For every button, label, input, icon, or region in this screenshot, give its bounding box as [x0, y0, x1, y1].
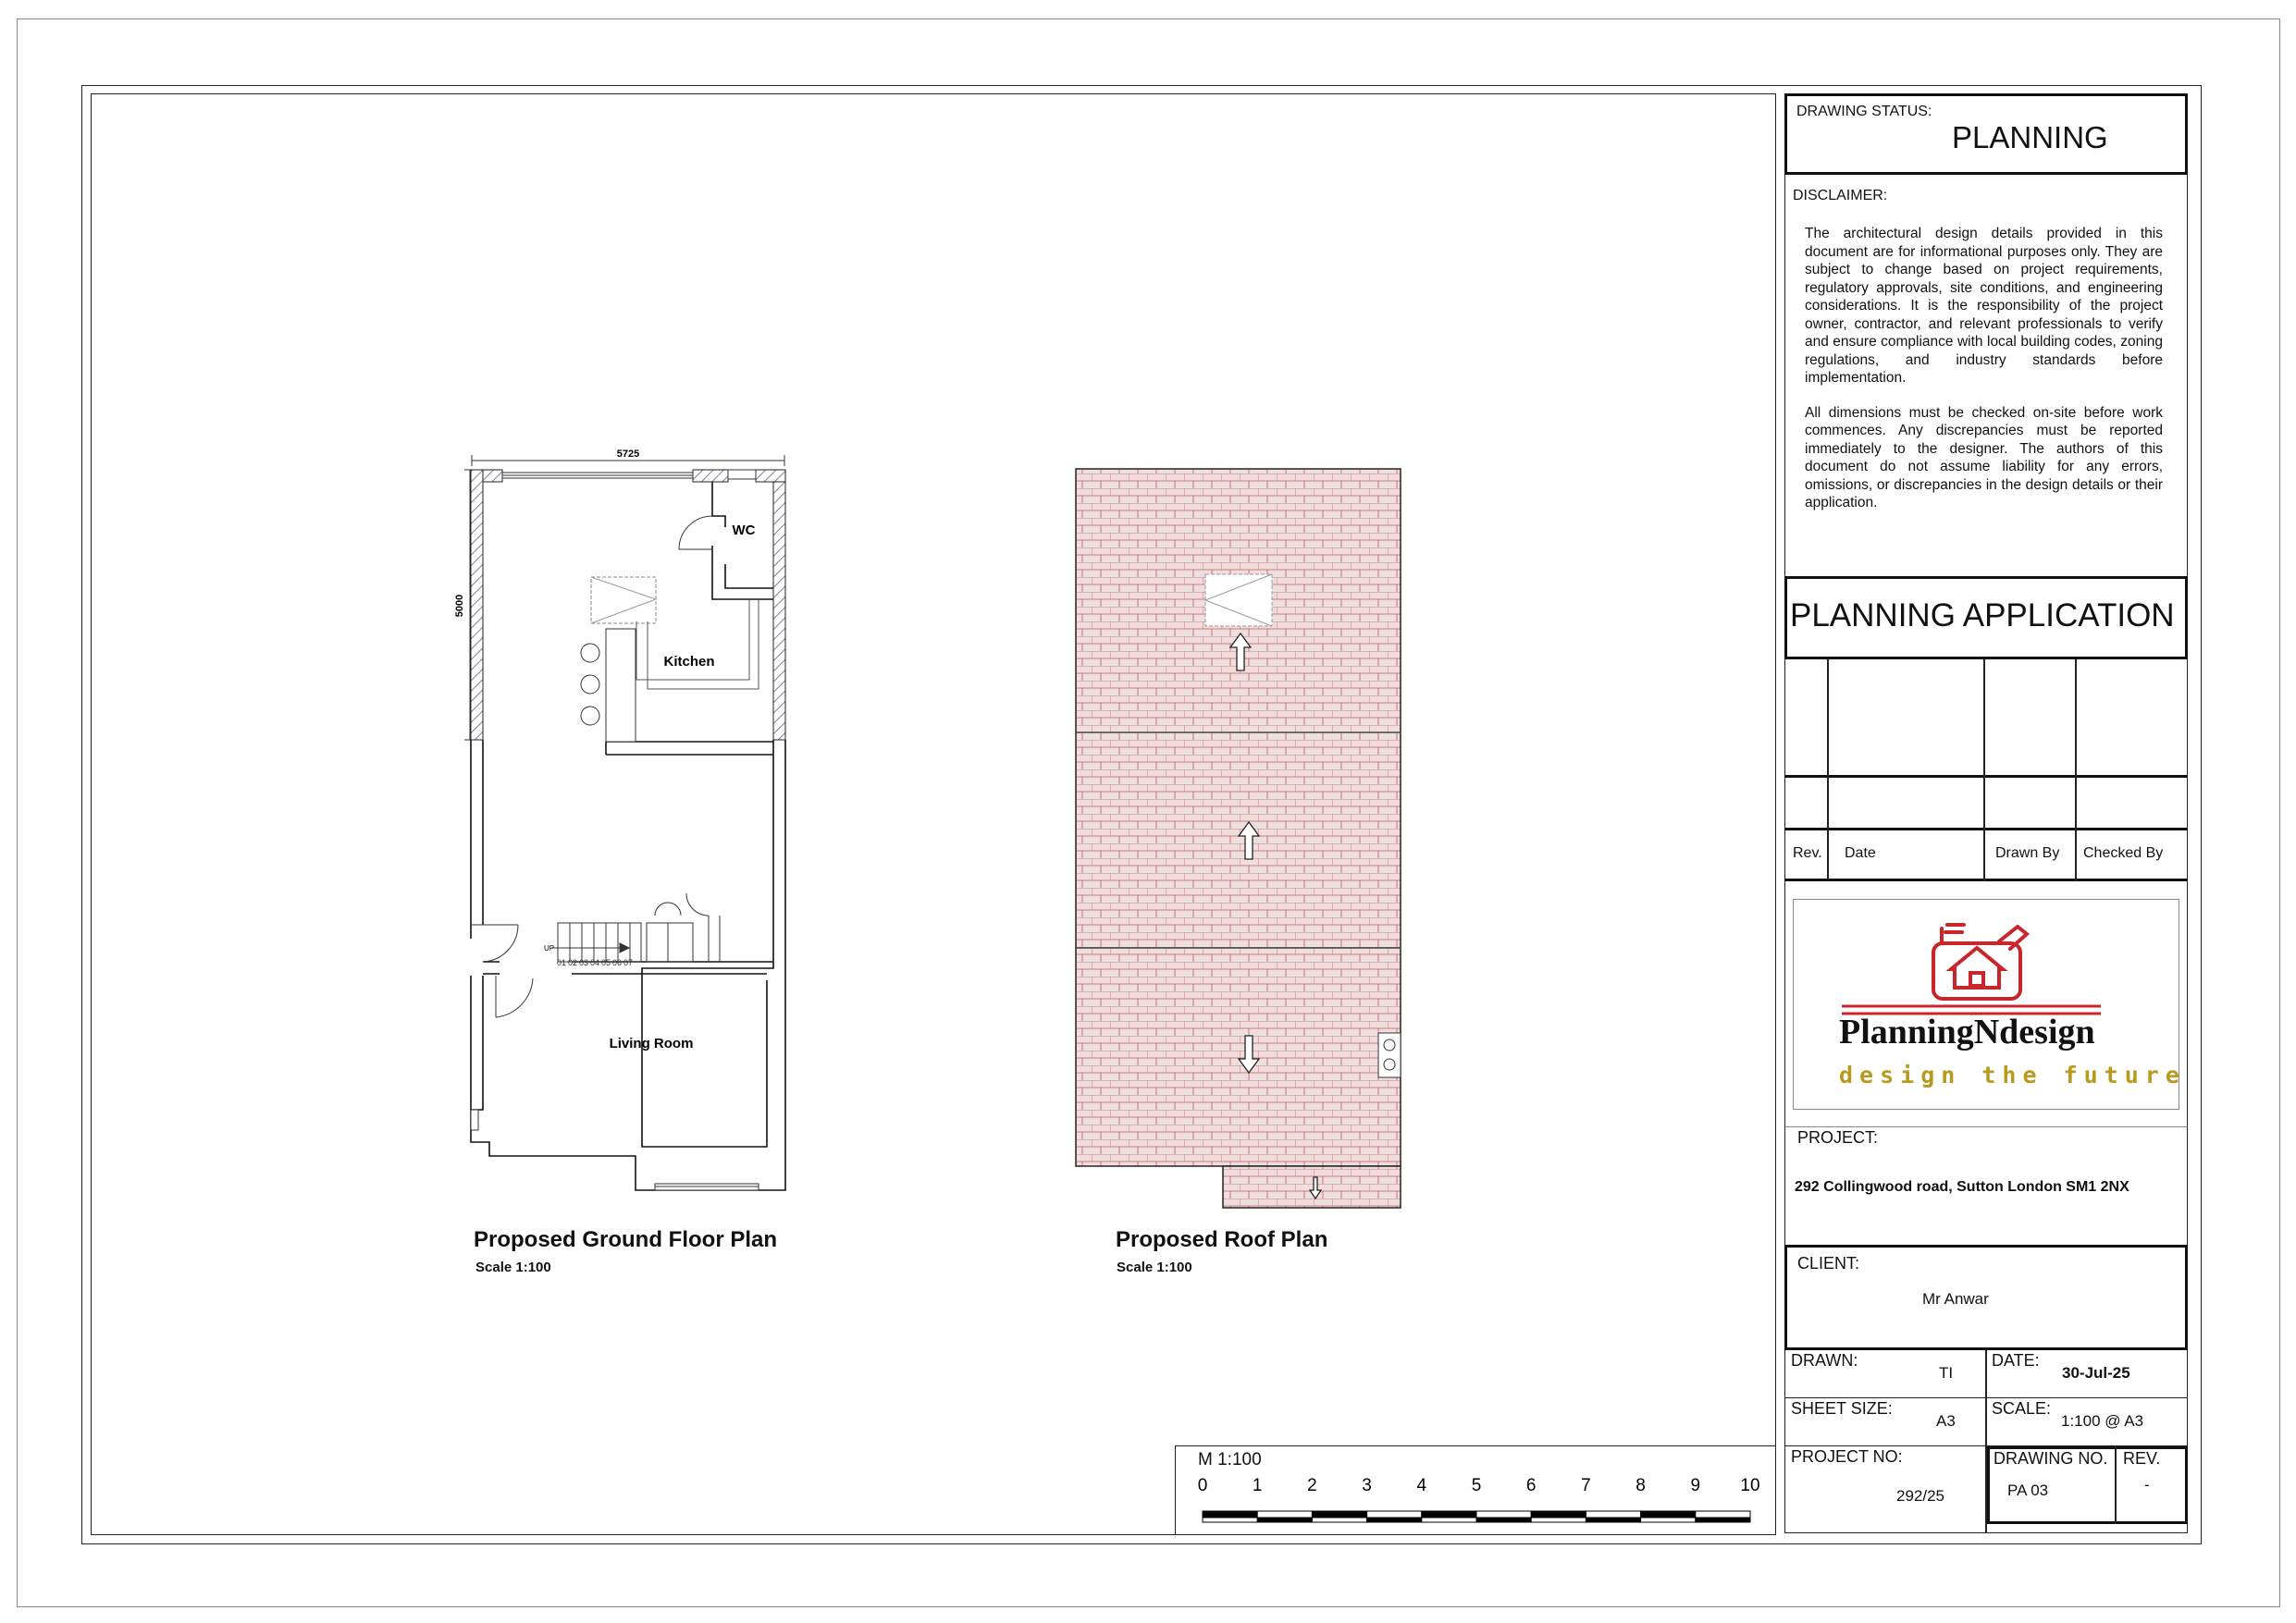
ground-floor-title: Proposed Ground Floor Plan: [474, 1227, 778, 1252]
svg-text:05: 05: [601, 958, 611, 967]
dim-depth-label: 5000: [454, 594, 465, 618]
project-label: PROJECT:: [1797, 1128, 1879, 1147]
rev-header-rev: Rev.: [1793, 845, 1822, 861]
scale-tick-label: 4: [1416, 1476, 1427, 1495]
disclaimer-text: [1805, 225, 2163, 529]
scale-segment: [1257, 1518, 1312, 1522]
scale-segment: [1203, 1518, 1257, 1522]
scale-bar-label: M 1:100: [1198, 1450, 1262, 1469]
roof-plan-scale: Scale 1:100: [1117, 1260, 1192, 1275]
wc-walls: [712, 482, 773, 599]
rev-header-drawn-by: Drawn By: [1995, 845, 2060, 861]
scale-segment: [1586, 1518, 1640, 1522]
scale-tick-label: 8: [1636, 1476, 1646, 1495]
disclaimer-label: DISCLAIMER:: [1793, 188, 1888, 203]
drawing-status-value: PLANNING: [1952, 120, 2108, 154]
sheet-size-label: SHEET SIZE:: [1791, 1399, 1893, 1418]
scale-segment: [1257, 1511, 1312, 1518]
scale-tick-label: 7: [1581, 1476, 1591, 1495]
drawing-area-border: [91, 93, 1776, 1535]
scale-label: SCALE:: [1992, 1399, 2052, 1418]
scale-segment: [1641, 1511, 1696, 1518]
disclaimer-paragraph-1: The architectural design details provided in this document are for informational purposes only. They are subject to change based on project requirements, regulatory approvals, site conditions, and engineering considerations. It is the responsibility of the project owner, contractor, and relevant professionals to verify and ensure compliance with local building codes, zoning regulations, and industry standards before implementation.: [1805, 226, 2163, 386]
rev-value: -: [2144, 1476, 2150, 1494]
date-label: DATE:: [1992, 1351, 2040, 1370]
scale-segment: [1367, 1518, 1422, 1522]
scale-tick-label: 9: [1690, 1476, 1701, 1495]
drawn-label: DRAWN:: [1791, 1351, 1858, 1370]
room-wc: WC: [732, 523, 756, 538]
drawing-no-value: PA 03: [2007, 1482, 2049, 1499]
svg-text:01: 01: [557, 958, 567, 967]
scale-value: 1:100 @ A3: [2061, 1412, 2144, 1430]
rev-label: REV.: [2123, 1449, 2161, 1468]
scale-tick-label: 0: [1197, 1476, 1208, 1495]
stair-up-label: UP: [544, 944, 555, 953]
application-title: PLANNING APPLICATION: [1790, 597, 2175, 633]
scale-segment: [1696, 1518, 1750, 1522]
client-label: CLIENT:: [1797, 1254, 1860, 1273]
scale-tick-label: 1: [1252, 1476, 1263, 1495]
sheet-size-value: A3: [1936, 1412, 1956, 1430]
logo-name: PlanningNdesign: [1839, 1013, 2095, 1051]
scale-segment: [1641, 1518, 1696, 1522]
scale-segment: [1422, 1518, 1476, 1522]
scale-segment: [1367, 1511, 1422, 1518]
svg-text:06: 06: [612, 958, 623, 967]
scale-segment: [1531, 1518, 1586, 1522]
scale-tick-label: 5: [1471, 1476, 1482, 1495]
logo-house-icon: [1836, 916, 2132, 1017]
scale-tick-label: 2: [1307, 1476, 1317, 1495]
project-no-label: PROJECT NO:: [1791, 1447, 1903, 1466]
stairs: [551, 923, 641, 962]
logo-tagline: design the future: [1839, 1062, 2186, 1088]
svg-text:03: 03: [579, 958, 589, 967]
disclaimer-paragraph-2: All dimensions must be checked on-site before work commences. Any discrepancies must be reported immediately to the designer. The authors of this document do not assume liability for any errors, omissions, or discrepancies in the design details or their application.: [1805, 404, 2163, 510]
scale-segment: [1312, 1511, 1366, 1518]
roof-plan: [1073, 466, 1406, 1211]
project-address: 292 Collingwood road, Sutton London SM1 2NX: [1795, 1179, 2129, 1195]
drawn-value: TI: [1939, 1364, 1954, 1382]
roof-plan-title: Proposed Roof Plan: [1116, 1227, 1328, 1252]
room-kitchen: Kitchen: [663, 654, 715, 670]
svg-text:04: 04: [590, 958, 600, 967]
project-no-value: 292/25: [1896, 1487, 1944, 1505]
dim-width-label: 5725: [616, 449, 640, 460]
ground-floor-plan: [444, 435, 814, 1221]
drawing-no-label: DRAWING NO.: [1994, 1449, 2108, 1468]
svg-text:07: 07: [623, 958, 634, 967]
scale-segment: [1422, 1511, 1476, 1518]
scale-segment: [1476, 1511, 1531, 1518]
room-living: Living Room: [609, 1036, 694, 1051]
stair-step-numbers: [557, 958, 633, 967]
scale-tick-label: 6: [1525, 1476, 1537, 1495]
scale-segment: [1586, 1511, 1640, 1518]
client-name: Mr Anwar: [1922, 1290, 1989, 1308]
rev-header-date: Date: [1845, 845, 1876, 861]
scale-segment: [1476, 1518, 1531, 1522]
scale-tick-label: 10: [1740, 1476, 1760, 1495]
drawing-status-label: DRAWING STATUS:: [1796, 104, 1932, 119]
scale-segment: [1203, 1511, 1257, 1518]
scale-segment: [1531, 1511, 1586, 1518]
scale-segment: [1696, 1511, 1750, 1518]
scale-segment: [1312, 1518, 1366, 1522]
scale-bar: [1175, 1470, 1774, 1526]
ground-floor-scale: Scale 1:100: [475, 1260, 551, 1275]
scale-tick-label: 3: [1362, 1476, 1372, 1495]
entrance-door: [471, 925, 533, 1017]
svg-text:02: 02: [568, 958, 578, 967]
rev-header-checked-by: Checked By: [2083, 845, 2164, 861]
date-value: 30-Jul-25: [2062, 1364, 2130, 1382]
